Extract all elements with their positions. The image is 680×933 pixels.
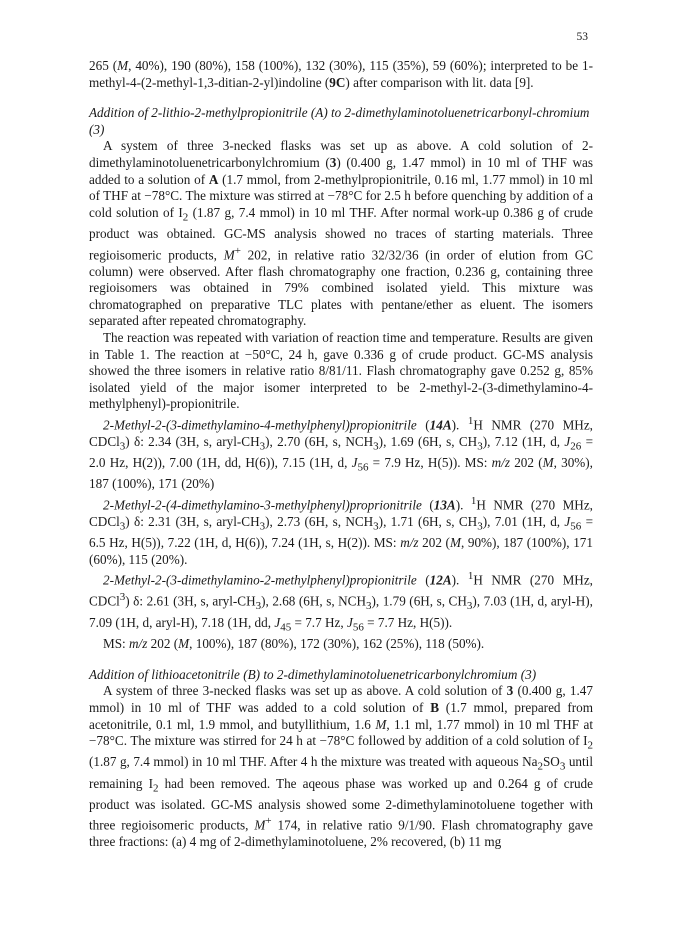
paragraph: The reaction was repeated with variation of reaction time and temperature. Results are given in Table 1. The reaction at −50°C, 24 h, gave 0.336 g of crude product. GC-MS analysis showed the three isomers in relative ratio 8/81/11. Flash chromatography gave 0.252 g, 85% isolated yield of the major isomer interpreted to be 2-methyl-2-(3-dimethylamino-4-methylphenyl)-propionitrile. xyxy=(89,329,593,412)
article-body xyxy=(89,58,593,851)
paragraph: 2-Methyl-2-(3-dimethylamino-4-methylphenyl)propionitrile (14A). $^1$H NMR (270 MHz, CDCl$_3$) δ: 2.34 (3H, s, aryl-$CH_3$), 2.70 (6H, s, $NCH_3$), 1.69 (6H, s, $CH_3$), 7.12 (1H, d, $J_{26} = 2.0$ Hz, H(2)), 7.00 (1H, dd, H(6)), 7.15 (1H, d, $J_{56} = 7.9$ Hz, H(5)). MS: m/z 202 (M, 30%), 187 (100%), 171 (20%) xyxy=(89,414,594,492)
paragraph: 2-Methyl-2-(3-dimethylamino-2-methylphenyl)propionitrile (12A). $^1$H NMR (270 MHz, CDCl$^3$) δ: 2.61 (3H, s, aryl-$CH_3$), 2.68 (6H, s, $NCH_3$), 1.79 (6H, s, $CH_3$), 7.03 (1H, d, aryl-H), 7.09 (1H, d, aryl-H), 7.18 (1H, dd, $J_{45} = 7.7$ Hz, $J_{56} = 7.7$ Hz, H(5)). xyxy=(89,570,593,634)
section-heading: Addition of 2-lithio-2-methylpropionitrile (A) to 2-dimethylaminotoluenetricarbonyl-chromium (3) xyxy=(89,105,590,137)
paragraph: A system of three 3-necked flasks was set up as above. A cold solution of 2-dimethylaminotoluenetricarbonylchromium (3) (0.400 g, 1.47 mmol) in 10 ml of THF was added to a solution of A (1.7 mmol, from 2-methylpropionitrile, 0.16 ml, 1.77 mmol) in 10 ml of THF at −78°C. The mixture was stirred at −78°C for 2.5 h before quenching by addition of a cold solution of $I_2$ (1.87 g, 7.4 mmol) in 10 ml THF. After normal work-up 0.386 g of crude product was obtained. GC-MS analysis showed no traces of starting materials. Three regioisomeric products, M+ 202, in relative ratio 32/32/36 (in order of elution from GC column) were observed. After flash chromatography one fraction, 0.236 g, containing three regioisomers was obtained in 79% combined isolated yield. This mixture was chromatographed on preparative TLC plates with pentane/ether as eluent. The isomers separated after repeated chromatography. xyxy=(89,138,594,329)
paragraph: MS: m/z 202 (M, 100%), 187 (80%), 172 (30%), 162 (25%), 118 (50%). xyxy=(103,636,485,652)
paragraph: A system of three 3-necked flasks was set up as above. A cold solution of 3 (0.400 g, 1.47 mmol) in 10 ml of THF was added to a cold solution of B (1.7 mmol, prepared from acetonitrile, 0.1 ml, 1.9 mmol, and butyllithium, 1.6 M, 1.1 ml, 1.77 mmol) in 10 ml THF at −78°C. The mixture was stirred for 24 h at −78°C followed by addition of a cold solution of $I_2$ (1.87 g, 7.4 mmol) in 10 ml THF. After 4 h the mixture was treated with aqueous $Na_2SO_3$ until remaining $I_2$ had been removed. The aqeous phase was worked up and 0.264 g of crude product was isolated. GC-MS analysis showed some 2-dimethylaminotoluene together with three regioisomeric products, M+ 174, in relative ratio 9/1/90. Flash chromatography gave three fractions: (a) 4 mg of 2-dimethylaminotoluene, 2% recovered, (b) 11 mg xyxy=(89,683,593,850)
section-heading: Addition of lithioacetonitrile (B) to 2-dimethylaminotoluenetricarbonylchromium (3) xyxy=(89,666,537,682)
page-number: 53 xyxy=(576,31,588,43)
paragraph: 2-Methyl-2-(4-dimethylamino-3-methylphenyl)proprionitrile (13A). $^1$H NMR (270 MHz, CDCl$_3$) δ: 2.31 (3H, s, aryl-$CH_3$), 2.73 (6H, s, $NCH_3$), 1.71 (6H, s, $CH_3$), 7.01 (1H, d, $J_{56} = 6.5$ Hz, H(5)), 7.22 (1H, d, H(6)), 7.24 (1H, s, H(2)). MS: m/z 202 (M, 90%), 187 (100%), 171 (60%), 115 (20%). xyxy=(89,494,594,567)
paragraph: 265 (M, 40%), 190 (80%), 158 (100%), 132 (30%), 115 (35%), 59 (60%); interpreted to be 1-methyl-4-(2-methyl-1,3-ditian-2-yl)indoline (9C) after comparison with lit. data [9]. xyxy=(89,58,593,90)
